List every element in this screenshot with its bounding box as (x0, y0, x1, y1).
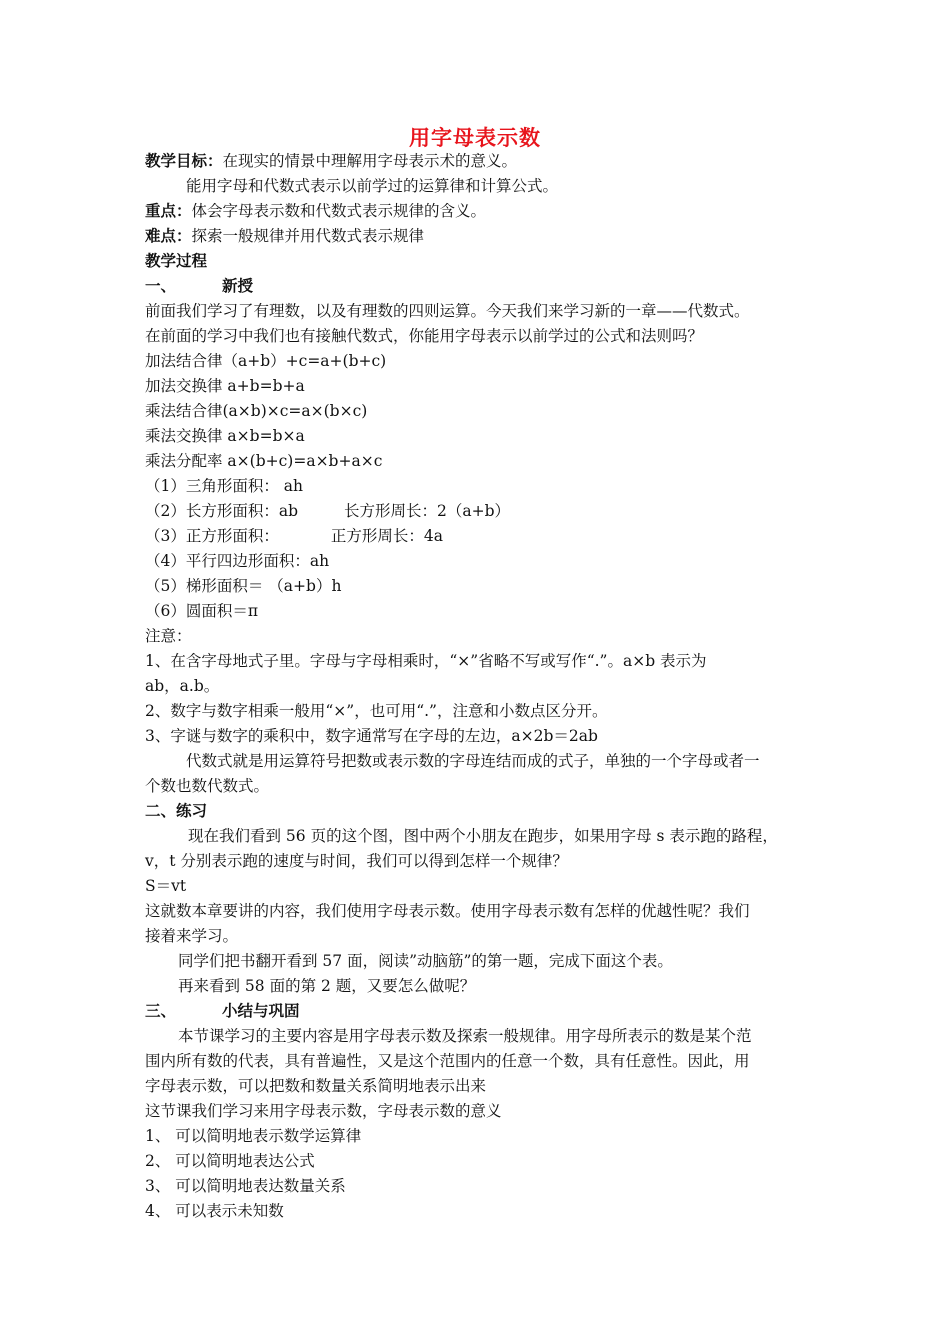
section2-paragraph-2: 这就数本章要讲的内容，我们使用字母表示数。使用字母表示数有怎样的优越性呢？我们 (145, 902, 750, 920)
objectives-label: 教学目标： (145, 151, 223, 170)
section3-paragraph-1: 本节课学习的主要内容是用字母表示数及探索一般规律。用字母所表示的数是某个范 (178, 1027, 752, 1045)
note-2: 2、数字与数字相乘一般用“×”，也可用“.”，注意和小数点区分开。 (145, 702, 608, 720)
section1-intro-1: 前面我们学习了有理数，以及有理数的四则运算。今天我们来学习新的一章——代数式。 (145, 302, 750, 320)
law-addition-commutative: 加法交换律 a+b=b+a (145, 377, 305, 395)
section2-formula: S＝vt (145, 877, 187, 895)
section2-paragraph-3: 同学们把书翻开看到 57 面，阅读”动脑筋”的第一题，完成下面这个表。 (178, 952, 673, 970)
formula-rectangle-perimeter: 长方形周长：2（a+b） (344, 502, 511, 520)
law-multiplication-commutative: 乘法交换律 a×b=b×a (145, 427, 305, 445)
key-point-text: 体会字母表示数和代数式表示规律的含义。 (191, 202, 487, 220)
formula-circle-area: （6）圆面积＝π (145, 602, 259, 620)
section1-intro-2: 在前面的学习中我们也有接触代数式，你能用字母表示以前学过的公式和法则吗？ (145, 327, 704, 345)
section2-paragraph-1-continued: v，t 分别表示跑的速度与时间，我们可以得到怎样一个规律？ (145, 852, 568, 870)
objectives-text: 在现实的情景中理解用字母表示术的意义。 (222, 152, 518, 170)
difficulty-line (145, 226, 424, 246)
section3-paragraph-1-line-2: 围内所有数的代表，具有普遍性，又是这个范围内的任意一个数，具有任意性。因此，用 (145, 1052, 750, 1070)
section3-item-1: 1、 可以简明地表示数学运算律 (145, 1127, 362, 1145)
section3-item-3: 3、 可以简明地表达数量关系 (145, 1177, 346, 1195)
key-point-line (145, 201, 486, 221)
section1-heading (145, 276, 253, 296)
definition-line-1: 代数式就是用运算符号把数或表示数的字母连结而成的式子，单独的一个字母或者一 (186, 752, 760, 770)
page-title: 用字母表示数 (409, 125, 541, 150)
key-point-label: 重点： (145, 201, 192, 220)
section2-paragraph-1: 现在我们看到 56 页的这个图，图中两个小朋友在跑步，如果用字母 s 表示跑的路程， (188, 827, 778, 845)
objectives-line (145, 151, 517, 171)
formula-trapezoid-area: （5）梯形面积＝ （a+b）h (145, 577, 342, 595)
difficulty-label: 难点： (145, 226, 192, 245)
note-1: 1、在含字母地式子里。字母与字母相乘时，“×”省略不写或写作“.”。a×b 表示为 (145, 652, 707, 670)
objectives-line-2: 能用字母和代数式表示以前学过的运算律和计算公式。 (186, 177, 559, 195)
formula-rectangle (145, 501, 510, 521)
law-addition-associative: 加法结合律（a+b）+c=a+(b+c) (145, 352, 387, 370)
process-heading: 教学过程 (145, 251, 208, 270)
law-multiplication-associative: 乘法结合律(a×b)×c=a×(b×c) (145, 402, 368, 420)
note-1-continued: ab，a.b。 (145, 677, 220, 695)
formula-square (145, 526, 443, 546)
formula-triangle-area: （1）三角形面积： ah (145, 477, 304, 495)
section3-paragraph-2: 这节课我们学习来用字母表示数，字母表示数的意义 (145, 1102, 502, 1120)
section2-paragraph-2-continued: 接着来学习。 (145, 927, 239, 945)
formula-parallelogram-area: （4）平行四边形面积：ah (145, 552, 330, 570)
section3-number: 三、 (145, 1001, 177, 1020)
formula-square-area: （3）正方形面积： (145, 527, 279, 545)
section1-title: 新授 (222, 276, 254, 295)
section3-item-4: 4、 可以表示未知数 (145, 1202, 284, 1220)
definition-line-2: 个数也数代数式。 (145, 777, 270, 795)
section1-number: 一、 (145, 276, 177, 295)
section3-heading (145, 1001, 300, 1021)
note-label: 注意： (145, 627, 192, 645)
difficulty-text: 探索一般规律并用代数式表示规律 (191, 227, 425, 245)
section3-title: 小结与巩固 (222, 1001, 300, 1020)
note-3: 3、字谜与数字的乘积中，数字通常写在字母的左边，a×2b＝2ab (145, 727, 598, 745)
formula-square-perimeter: 正方形周长：4a (330, 527, 443, 545)
section2-paragraph-4: 再来看到 58 面的第 2 题，又要怎么做呢？ (178, 977, 476, 995)
section2-heading: 二、练习 (145, 801, 208, 820)
formula-rectangle-area: （2）长方形面积：ab (145, 502, 299, 520)
law-distributive: 乘法分配率 a×(b+c)=a×b+a×c (145, 452, 383, 470)
section3-item-2: 2、 可以简明地表达公式 (145, 1152, 315, 1170)
section3-paragraph-1-line-3: 字母表示数，可以把数和数量关系简明地表示出来 (145, 1077, 487, 1095)
